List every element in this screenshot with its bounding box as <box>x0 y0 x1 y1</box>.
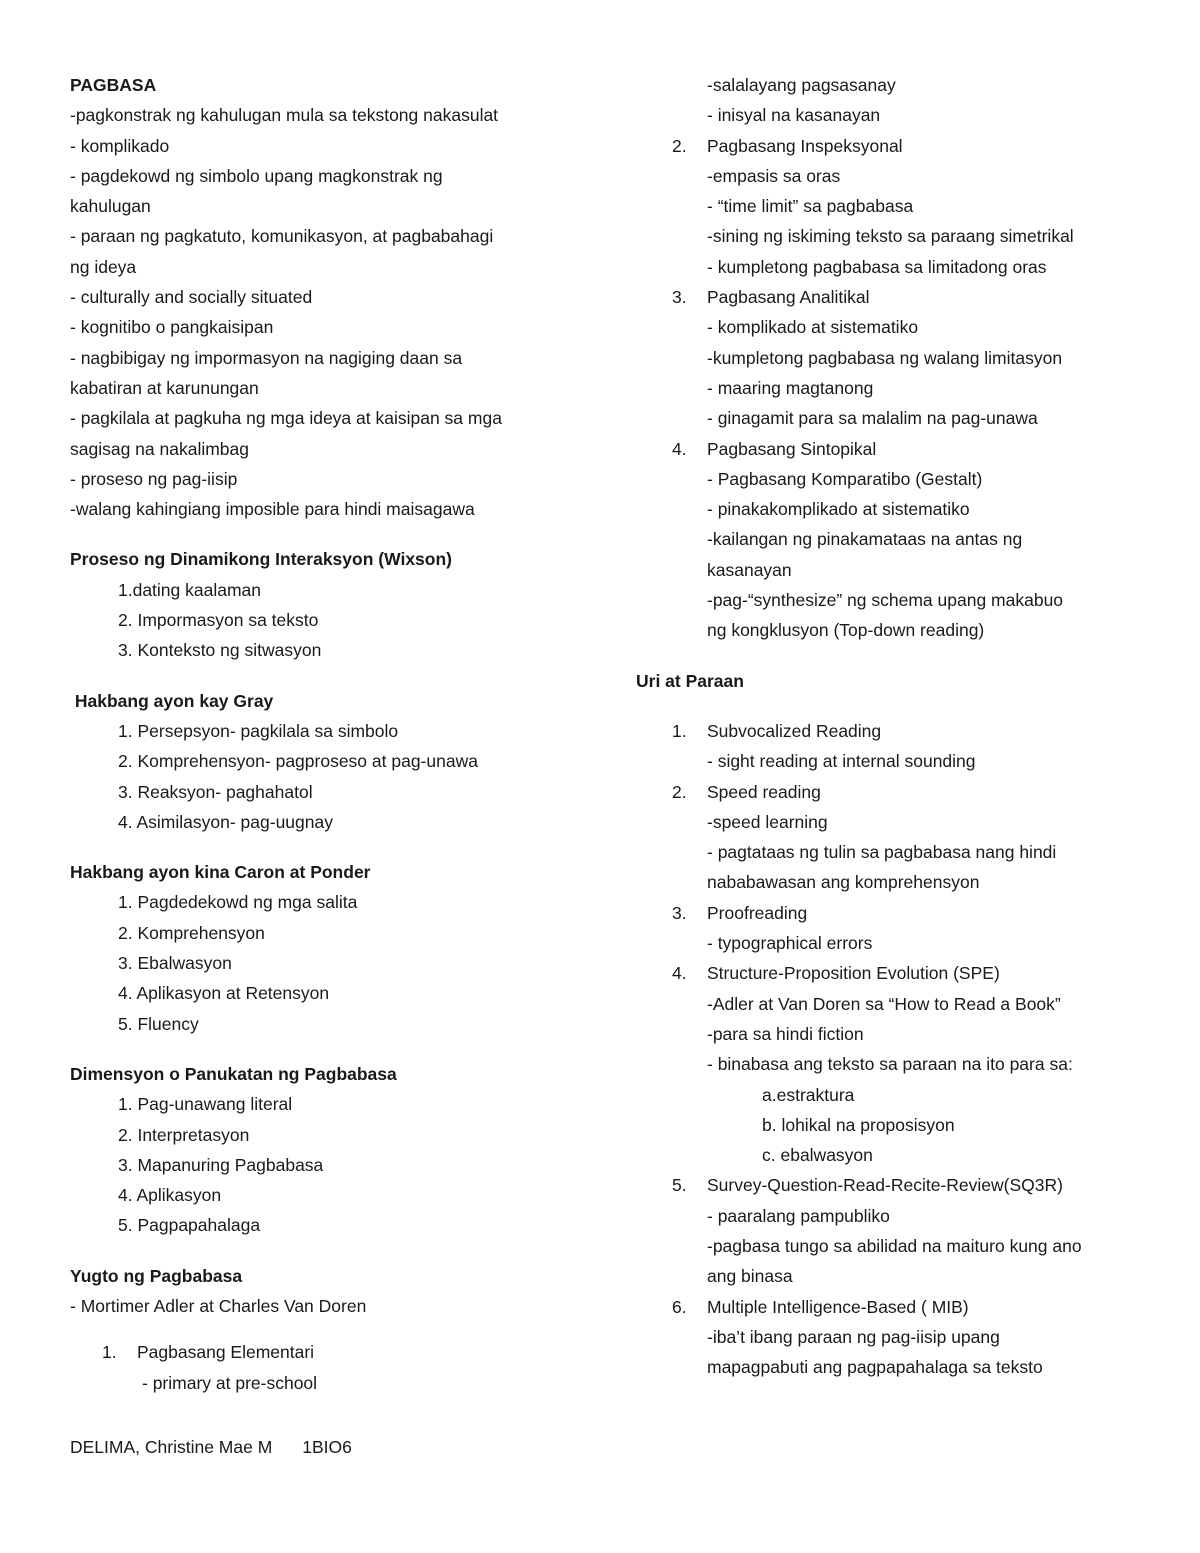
list-item: 1. Pagdedekowd ng mga salita <box>118 892 358 913</box>
footer <box>70 1432 382 1462</box>
text-line: sagisag na nakalimbag <box>70 438 250 459</box>
list-subitem: - primary at pre-school <box>142 1372 318 1393</box>
right-column <box>636 70 1156 1382</box>
list-item: 2. Komprehensyon- pagproseso at pag-unawa <box>118 751 478 772</box>
list-subitem: -sining ng iskiming teksto sa paraang simetrikal <box>707 226 1074 247</box>
list-item <box>636 1170 1156 1200</box>
list-label: Subvocalized Reading <box>707 720 882 741</box>
text-line: ng ideya <box>70 256 137 277</box>
list-item <box>636 716 1156 746</box>
text-line: - paraan ng pagkatuto, komunikasyon, at pagbabahagi <box>70 226 494 247</box>
text-line: - pagdekowd ng simbolo upang magkonstrak ng <box>70 165 443 186</box>
list-subitem: -kailangan ng pinakamataas na antas ng <box>707 529 1023 550</box>
list-number: 4. <box>672 438 687 459</box>
list-subitem: -Adler at Van Doren sa “How to Read a Book” <box>707 993 1061 1014</box>
section-code: 1BIO6 <box>302 1437 352 1457</box>
list-number: 2. <box>672 781 687 802</box>
list-label: Pagbasang Elementari <box>137 1342 315 1363</box>
list-item <box>636 898 1156 928</box>
heading-pagbasa: PAGBASA <box>70 75 157 95</box>
list-subitem: - binabasa ang teksto sa paraan na ito para sa: <box>707 1054 1073 1075</box>
list-label: Pagbasang Analitikal <box>707 287 870 308</box>
list-item: 1.dating kaalaman <box>118 579 262 600</box>
heading-dimensyon: Dimensyon o Panukatan ng Pagbabasa <box>70 1063 397 1084</box>
list-subitem: - ginagamit para sa malalim na pag-unawa <box>707 408 1038 429</box>
text-line: - komplikado <box>70 135 170 156</box>
list-item: 2. Komprehensyon <box>118 922 265 943</box>
author-name: DELIMA, Christine Mae M <box>70 1437 273 1457</box>
list-subitem: - pinakakomplikado at sistematiko <box>707 499 970 520</box>
left-column <box>70 70 570 1398</box>
list-item: 3. Ebalwasyon <box>118 953 232 974</box>
list-subitem: -kumpletong pagbabasa ng walang limitasyon <box>707 347 1063 368</box>
heading-caron-ponder: Hakbang ayon kina Caron at Ponder <box>70 862 371 883</box>
list-subitem: ng kongklusyon (Top-down reading) <box>707 620 985 641</box>
text-line: - culturally and socially situated <box>70 287 313 308</box>
list-number: 1. <box>102 1342 117 1363</box>
list-subitem: mapagpabuti ang pagpapahalaga sa teksto <box>707 1357 1043 1378</box>
list-item <box>636 434 1156 464</box>
list-item: 4. Aplikasyon at Retensyon <box>118 983 330 1004</box>
list-item: 2. Interpretasyon <box>118 1124 250 1145</box>
list-subitem: - sight reading at internal sounding <box>707 751 976 772</box>
list-subsubitem: b. lohikal na proposisyon <box>762 1114 955 1135</box>
list-subitem: - Pagbasang Komparatibo (Gestalt) <box>707 468 983 489</box>
text-line: kabatiran at karunungan <box>70 377 259 398</box>
text-line: - proseso ng pag-iisip <box>70 468 238 489</box>
list-item: 3. Konteksto ng sitwasyon <box>118 640 322 661</box>
text-line: kahulugan <box>70 196 151 217</box>
list-label: Proofreading <box>707 902 808 923</box>
list-subitem: ang binasa <box>707 1266 793 1287</box>
list-item <box>636 131 1156 161</box>
list-number: 3. <box>672 287 687 308</box>
heading-gray: Hakbang ayon kay Gray <box>70 690 274 711</box>
list-subitem: - komplikado at sistematiko <box>707 317 919 338</box>
heading-yugto: Yugto ng Pagbabasa <box>70 1265 243 1286</box>
list-item: 1. Pag-unawang literal <box>118 1094 293 1115</box>
list-subitem: - “time limit” sa pagbabasa <box>707 196 914 217</box>
yugto-byline: - Mortimer Adler at Charles Van Doren <box>70 1295 367 1316</box>
text-line: -walang kahingiang imposible para hindi maisagawa <box>70 499 475 520</box>
heading-uri-paraan: Uri at Paraan <box>636 670 744 691</box>
list-subitem: nababawasan ang komprehensyon <box>707 872 980 893</box>
list-subitem: -pagbasa tungo sa abilidad na maituro kung ano <box>707 1235 1082 1256</box>
list-item: 5. Fluency <box>118 1013 199 1034</box>
list-label: Speed reading <box>707 781 821 802</box>
list-item: 1. Persepsyon- pagkilala sa simbolo <box>118 720 399 741</box>
list-subitem: - inisyal na kasanayan <box>707 105 881 126</box>
text-line: - pagkilala at pagkuha ng mga ideya at kaisipan sa mga <box>70 408 502 429</box>
pagbasa-lines <box>70 100 570 524</box>
list-item <box>636 1292 1156 1322</box>
heading-proseso: Proseso ng Dinamikong Interaksyon (Wixson) <box>70 549 452 570</box>
list-subitem: -iba’t ibang paraan ng pag-iisip upang <box>707 1326 1000 1347</box>
list-subitem: -para sa hindi fiction <box>707 1023 864 1044</box>
list-item <box>636 777 1156 807</box>
list-subitem: -empasis sa oras <box>707 165 841 186</box>
list-item: 4. Aplikasyon <box>118 1185 222 1206</box>
text-line: - kognitibo o pangkaisipan <box>70 317 274 338</box>
list-subsubitem: a.estraktura <box>762 1084 855 1105</box>
list-item: 4. Asimilasyon- pag-uugnay <box>118 811 333 832</box>
list-item <box>636 958 1156 988</box>
list-label: Pagbasang Inspeksyonal <box>707 135 903 156</box>
list-label: Pagbasang Sintopikal <box>707 438 877 459</box>
list-subitem: -speed learning <box>707 811 828 832</box>
list-subitem: - pagtataas ng tulin sa pagbabasa nang hindi <box>707 842 1057 863</box>
list-number: 1. <box>672 720 687 741</box>
list-subitem: - kumpletong pagbabasa sa limitadong oras <box>707 256 1047 277</box>
list-subitem: -pag-“synthesize” ng schema upang makabuo <box>707 590 1064 611</box>
text-line: - nagbibigay ng impormasyon na nagiging daan sa <box>70 347 463 368</box>
list-number: 4. <box>672 963 687 984</box>
list-label: Survey-Question-Read-Recite-Review(SQ3R) <box>707 1175 1063 1196</box>
list-item <box>70 1337 570 1367</box>
list-item: 3. Mapanuring Pagbabasa <box>118 1154 324 1175</box>
list-subitem: - maaring magtanong <box>707 377 874 398</box>
list-number: 6. <box>672 1296 687 1317</box>
list-item <box>636 282 1156 312</box>
list-label: Structure-Proposition Evolution (SPE) <box>707 963 1000 984</box>
list-subitem: kasanayan <box>707 559 792 580</box>
list-label: Multiple Intelligence-Based ( MIB) <box>707 1296 969 1317</box>
list-item: 5. Pagpapahalaga <box>118 1215 261 1236</box>
list-subsubitem: c. ebalwasyon <box>762 1145 873 1166</box>
list-subitem: -salalayang pagsasanay <box>707 75 896 95</box>
list-subitem: - paaralang pampubliko <box>707 1205 890 1226</box>
list-number: 3. <box>672 902 687 923</box>
list-number: 5. <box>672 1175 687 1196</box>
text-line: -pagkonstrak ng kahulugan mula sa tekstong nakasulat <box>70 105 499 126</box>
list-number: 2. <box>672 135 687 156</box>
list-item: 3. Reaksyon- paghahatol <box>118 781 313 802</box>
list-item: 2. Impormasyon sa teksto <box>118 610 319 631</box>
list-subitem: - typographical errors <box>707 933 873 954</box>
